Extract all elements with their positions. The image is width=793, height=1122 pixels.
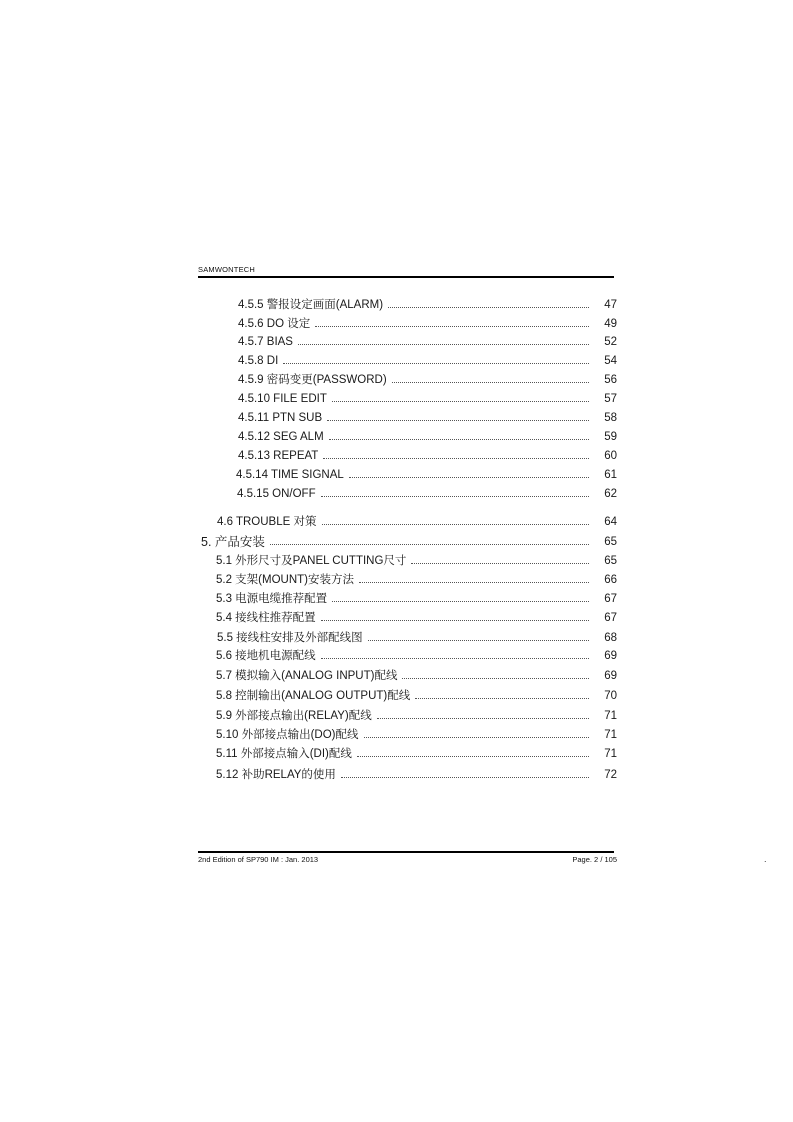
toc-entry-label: 5. 产品安装 [201,535,265,549]
toc-entry[interactable] [216,665,617,683]
toc-entry-page: 71 [604,710,617,722]
toc-entry-label: 5.3 电源电缆推荐配置 [216,593,328,605]
edition-info: 2nd Edition of SP790 IM : Jan. 2013 [198,855,319,864]
toc-entry-label: 4.5.7 BIAS [238,336,293,348]
toc-leader [322,524,590,525]
toc-leader [411,563,589,564]
toc-leader [321,658,589,659]
toc-leader [270,544,589,545]
toc-entry-page: 49 [604,318,617,330]
toc-entry-label: 5.10 外部接点输出(DO)配线 [216,729,359,741]
toc-entry[interactable] [238,445,617,463]
toc-leader [332,601,589,602]
toc-entry-page: 58 [604,412,617,424]
toc-entry-label: 4.5.11 PTN SUB [238,412,323,424]
edge-mark: . [764,854,767,864]
toc-entry[interactable] [238,388,617,406]
toc-entry-page: 61 [604,469,617,481]
toc-entry-label: 5.6 接地机电源配线 [216,650,316,662]
toc-entry[interactable] [216,550,617,568]
toc-entry-label: 4.5.5 警报设定画面(ALARM) [238,299,384,311]
toc-entry[interactable] [216,743,617,761]
toc-leader [392,382,589,383]
toc-entry[interactable] [238,426,617,444]
toc-entry-page: 54 [604,355,617,367]
toc-leader [415,698,589,699]
toc-entry-page: 52 [604,336,617,348]
toc-leader [364,737,590,738]
toc-entry-page: 71 [604,748,617,760]
toc-entry[interactable] [217,511,617,529]
page-number: Page. 2 / 105 [572,855,617,864]
toc-entry[interactable] [238,313,617,331]
toc-entry[interactable] [238,350,617,368]
toc-entry-page: 65 [604,555,617,567]
toc-entry-label: 4.5.14 TIME SIGNAL [236,469,344,481]
toc-entry-label: 5.8 控制输出(ANALOG OUTPUT)配线 [216,690,411,702]
toc-leader [357,756,589,757]
toc-entry[interactable] [236,464,617,482]
toc-entry[interactable] [238,294,617,312]
footer-rule [198,851,614,853]
toc-entry-page: 69 [604,670,617,682]
toc-leader [377,718,589,719]
toc-entry-label: 5.2 支架(MOUNT)安装方法 [216,574,354,586]
toc-entry[interactable] [216,685,617,703]
toc-entry-label: 5.5 接线柱安排及外部配线图 [217,632,363,644]
toc-entry[interactable] [216,569,617,587]
toc-leader [321,620,589,621]
toc-leader [368,640,589,641]
toc-entry-page: 56 [604,374,617,386]
toc-entry-label: 4.5.12 SEG ALM [238,431,324,443]
toc-leader [388,307,589,308]
company-name: SAMWONTECH [198,265,255,274]
toc-leader [402,678,589,679]
toc-entry-page: 67 [604,612,617,624]
toc-leader [315,326,589,327]
toc-leader [359,582,589,583]
toc-leader [327,420,589,421]
toc-entry-label: 4.5.8 DI [238,355,279,367]
toc-entry-label: 4.5.13 REPEAT [238,450,319,462]
toc-entry-page: 70 [604,690,617,702]
toc-entry-label: 4.5.6 DO 设定 [238,318,311,330]
toc-entry-page: 72 [604,769,617,781]
toc-entry[interactable] [238,407,617,425]
toc-entry-label: 5.9 外部接点输出(RELAY)配线 [216,710,372,722]
toc-entry-label: 5.12 补助RELAY的使用 [216,769,336,781]
toc-entry[interactable] [217,627,617,645]
toc-entry-label: 5.4 接线柱推荐配置 [216,612,316,624]
toc-chapter-entry[interactable] [201,531,617,549]
toc-entry[interactable] [237,483,617,501]
toc-entry[interactable] [216,645,617,663]
toc-leader [332,401,589,402]
toc-entry-page: 59 [604,431,617,443]
toc-entry[interactable] [216,724,617,742]
toc-entry-page: 65 [604,536,617,548]
toc-entry-label: 5.11 外部接点输入(DI)配线 [216,748,352,760]
toc-entry-label: 5.7 模拟输入(ANALOG INPUT)配线 [216,670,398,682]
toc-entry[interactable] [216,705,617,723]
toc-leader [341,777,589,778]
toc-leader [329,439,589,440]
toc-entry-page: 67 [604,593,617,605]
toc-entry-page: 57 [604,393,617,405]
toc-entry-page: 68 [604,632,617,644]
toc-leader [323,458,589,459]
toc-leader [283,363,589,364]
toc-entry-page: 69 [604,650,617,662]
toc-entry[interactable] [216,764,617,782]
toc-entry[interactable] [216,588,617,606]
toc-entry[interactable] [216,607,617,625]
header-rule [198,276,614,278]
toc-entry-label: 4.6 TROUBLE 对策 [217,516,317,528]
toc-entry[interactable] [238,331,617,349]
toc-entry-label: 4.5.9 密码变更(PASSWORD) [238,374,387,386]
toc-leader [321,496,589,497]
toc-entry-label: 5.1 外形尺寸及PANEL CUTTING尺寸 [216,555,407,567]
toc-entry-page: 64 [604,516,617,528]
toc-entry-page: 71 [604,729,617,741]
toc-entry-page: 60 [604,450,617,462]
toc-entry-label: 4.5.15 ON/OFF [237,488,316,500]
toc-entry-page: 62 [604,488,617,500]
toc-entry-page: 47 [604,299,617,311]
toc-entry[interactable] [238,369,617,387]
toc-entry-label: 4.5.10 FILE EDIT [238,393,327,405]
toc-entry-page: 66 [604,574,617,586]
toc-leader [349,477,589,478]
toc-leader [298,344,589,345]
